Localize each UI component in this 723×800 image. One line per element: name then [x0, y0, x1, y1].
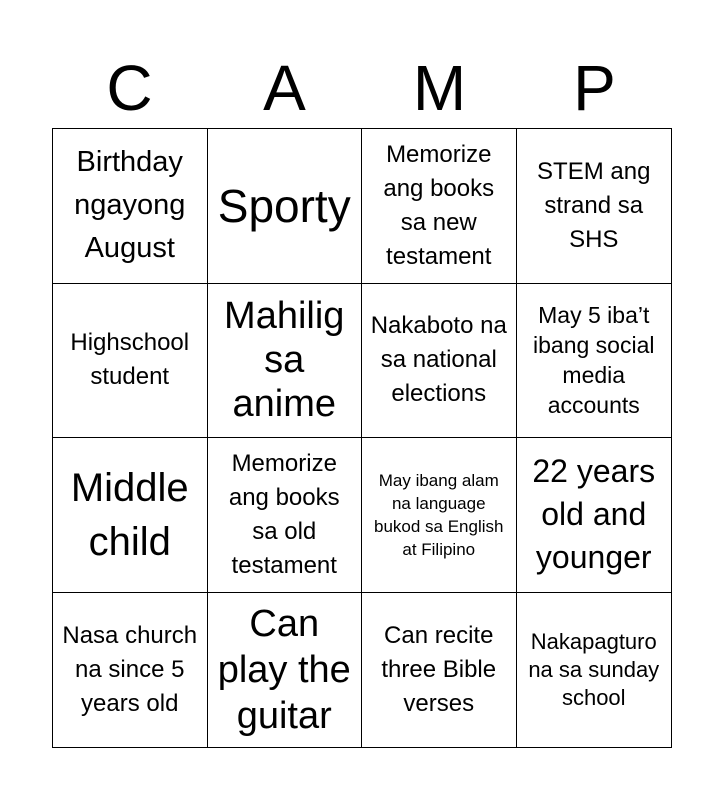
- bingo-cell-r2-c2[interactable]: [208, 284, 363, 439]
- bingo-cell-text: Highschool student: [70, 329, 190, 391]
- bingo-cell-text: 22 years old and younger: [532, 453, 656, 576]
- bingo-cell-r2-c1[interactable]: [53, 284, 208, 439]
- bingo-cell-r1-c2[interactable]: [208, 129, 363, 284]
- header-letter-a: A: [263, 52, 306, 124]
- bingo-cell-r4-c2[interactable]: [208, 593, 363, 748]
- bingo-cell-text: May ibang alam na language bukod sa English at Filipino: [374, 470, 504, 559]
- bingo-cell-text: May 5 iba’t ibang social media accounts: [533, 302, 655, 419]
- bingo-cell-text: Middle child: [70, 465, 189, 564]
- bingo-cell-text: Memorize ang books sa old testament: [228, 449, 340, 579]
- bingo-cell-text: STEM ang strand sa SHS: [537, 157, 651, 253]
- bingo-cell-text: Can play the guitar: [217, 602, 351, 737]
- bingo-cell-r1-c4[interactable]: [517, 129, 672, 284]
- bingo-cell-r3-c4[interactable]: [517, 438, 672, 593]
- bingo-cell-text: Nasa church na since 5 years old: [62, 621, 198, 717]
- bingo-cell-r1-c1[interactable]: [53, 129, 208, 284]
- bingo-cell-text: Nakaboto na sa national elections: [370, 312, 507, 408]
- bingo-cell-r3-c2[interactable]: [208, 438, 363, 593]
- bingo-cell-text: Memorize ang books sa new testament: [383, 140, 495, 270]
- bingo-cell-r3-c3[interactable]: [362, 438, 517, 593]
- header-letter-p: P: [573, 52, 616, 124]
- header-letter-c: C: [106, 52, 153, 124]
- bingo-cell-r2-c3[interactable]: [362, 284, 517, 439]
- bingo-cell-r1-c3[interactable]: [362, 129, 517, 284]
- bingo-cell-r3-c1[interactable]: [53, 438, 208, 593]
- bingo-header: [52, 48, 672, 128]
- bingo-card-grid: [52, 128, 672, 748]
- bingo-cell-r2-c4[interactable]: [517, 284, 672, 439]
- bingo-cell-text: Can recite three Bible verses: [381, 621, 497, 717]
- bingo-cell-text: Nakapagturo na sa sunday school: [528, 628, 660, 710]
- bingo-cell-r4-c4[interactable]: [517, 593, 672, 748]
- bingo-cell-text: Sporty: [217, 179, 351, 232]
- bingo-cell-text: Mahilig sa anime: [224, 295, 345, 426]
- bingo-cell-r4-c1[interactable]: [53, 593, 208, 748]
- header-letter-m: M: [412, 52, 467, 124]
- bingo-cell-r4-c3[interactable]: [362, 593, 517, 748]
- bingo-cell-text: Birthday ngayong August: [74, 146, 186, 265]
